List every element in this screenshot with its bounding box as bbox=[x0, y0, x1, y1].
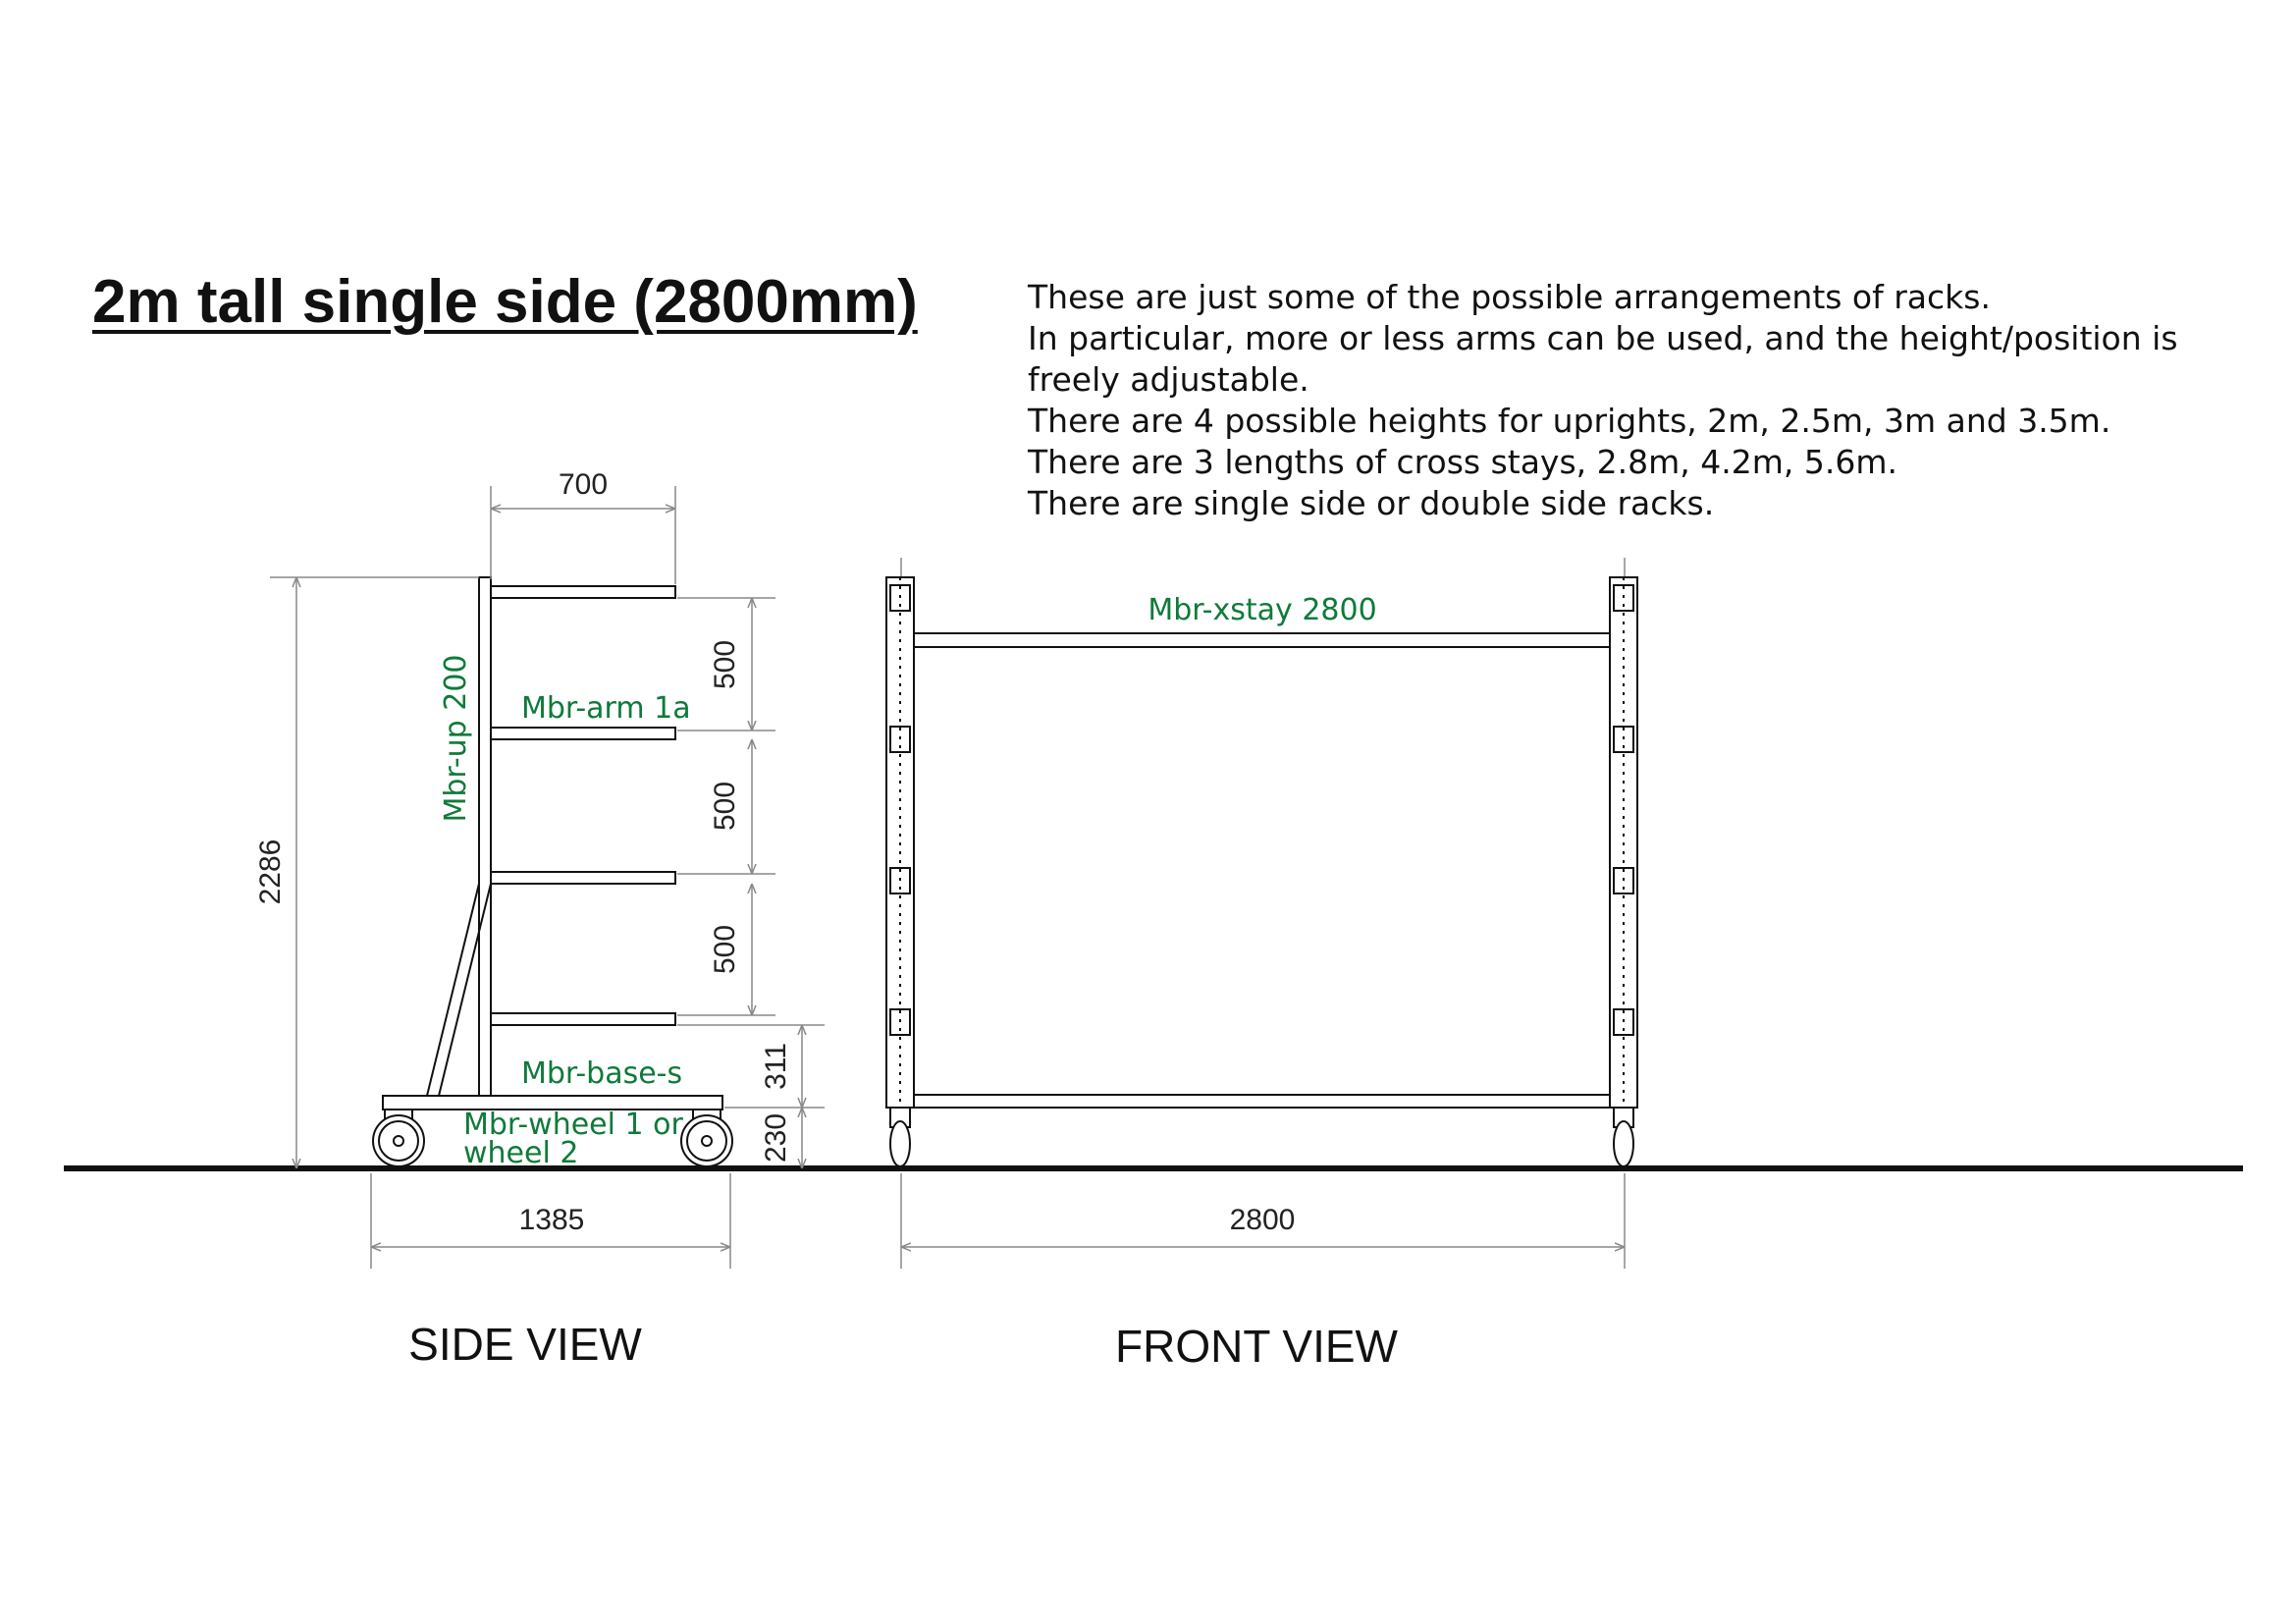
label-wheel: wheel 2 bbox=[463, 1136, 579, 1170]
front-upright-right bbox=[1610, 577, 1637, 1166]
label-upright: Mbr-up 200 bbox=[439, 654, 473, 823]
note-line: In particular, more or less arms can be used, and the height/position is bbox=[1028, 319, 2178, 357]
dim-arm-spacing: 500 bbox=[709, 924, 741, 975]
label-wheel: Mbr-wheel 1 or bbox=[463, 1108, 683, 1142]
arm bbox=[491, 1013, 675, 1025]
dim-base-length: 1385 bbox=[518, 1204, 585, 1236]
note-line: There are 4 possible heights for uprights, 2m, 2.5m, 3m and 3.5m. bbox=[1028, 402, 2111, 440]
front-upright-left bbox=[886, 577, 914, 1166]
cross-stay-bottom bbox=[914, 1095, 1610, 1108]
arm bbox=[491, 586, 675, 598]
note-line: These are just some of the possible arrangements of racks. bbox=[1028, 278, 1991, 316]
label-base: Mbr-base-s bbox=[521, 1056, 683, 1091]
diagonal-brace bbox=[427, 884, 479, 1096]
dim-arm-length: 700 bbox=[558, 468, 609, 501]
note-line: There are 3 lengths of cross stays, 2.8m, 4.2m, 5.6m. bbox=[1028, 443, 1897, 481]
arm bbox=[491, 872, 675, 884]
label-arm: Mbr-arm 1a bbox=[521, 691, 691, 726]
arm bbox=[491, 728, 675, 739]
dim-arm-spacing: 500 bbox=[709, 781, 741, 832]
note-line: freely adjustable. bbox=[1028, 360, 1309, 399]
drawing-title: 2m tall single side (2800mm) bbox=[92, 268, 918, 336]
dim-arm-spacing: 500 bbox=[709, 639, 741, 690]
side-view-label: SIDE VIEW bbox=[408, 1319, 642, 1370]
front-view-label: FRONT VIEW bbox=[1115, 1321, 1398, 1372]
caster-wheel bbox=[681, 1110, 732, 1166]
dim-front-width: 2800 bbox=[1229, 1204, 1296, 1236]
dim-base-to-arm: 311 bbox=[760, 1043, 792, 1090]
dim-wheel-height: 230 bbox=[760, 1112, 792, 1164]
note-line: There are single side or double side racks. bbox=[1028, 484, 1715, 522]
upright-post bbox=[479, 577, 491, 1096]
dim-total-height: 2286 bbox=[254, 839, 287, 905]
front-view bbox=[886, 558, 1637, 1166]
cross-stay-top bbox=[914, 633, 1610, 647]
caster-wheel bbox=[373, 1110, 424, 1166]
label-xstay: Mbr-xstay 2800 bbox=[1148, 593, 1377, 627]
